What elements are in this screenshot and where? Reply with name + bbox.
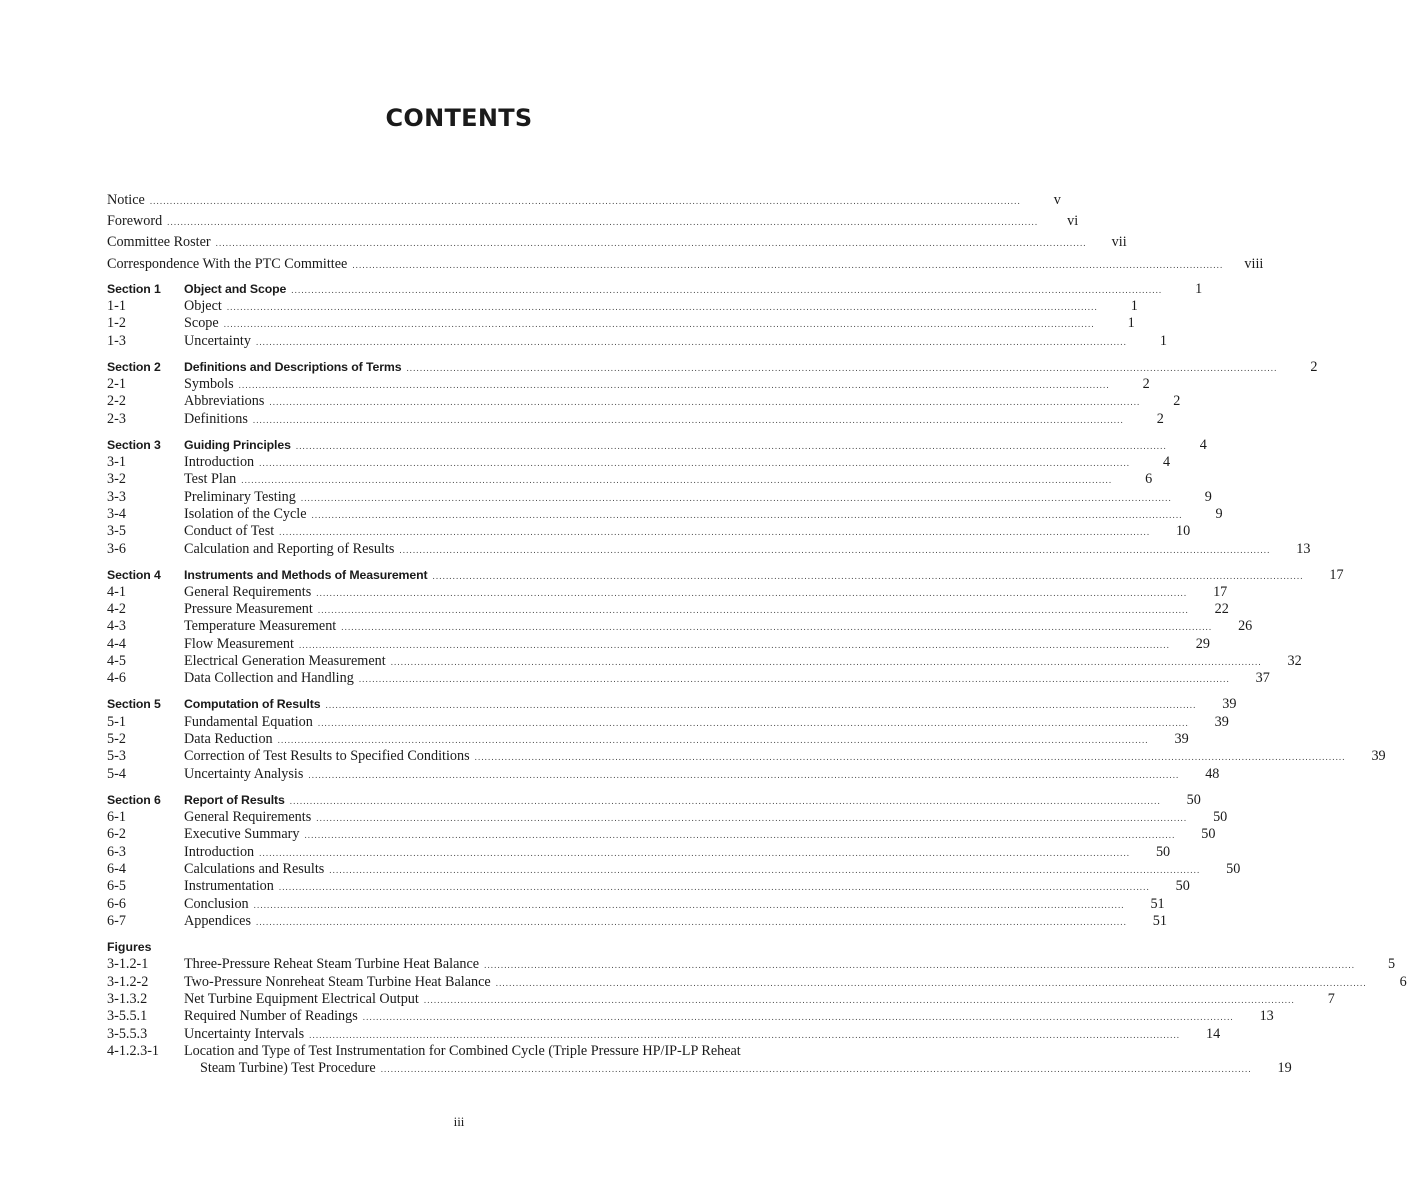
- page-ref: vii: [1111, 234, 1127, 251]
- page-ref: viii: [1244, 255, 1264, 272]
- entry-title: Two-Pressure Nonreheat Steam Turbine Heat Balance: [184, 973, 491, 990]
- dot-leader: ....................................................................................................................................................................................................................................................................: [295, 440, 1167, 451]
- entry-number: 6-3: [107, 843, 126, 860]
- entry-title: Symbols: [184, 376, 234, 393]
- page-ref: 50: [1213, 809, 1228, 826]
- entry-number: 5-3: [107, 748, 126, 765]
- dot-leader: ....................................................................................................................................................................................................................................................................: [289, 795, 1161, 806]
- dot-leader: ....................................................................................................................................................................................................................................................................: [298, 639, 1170, 650]
- page-ref: v: [1053, 192, 1061, 208]
- dot-leader: ....................................................................................................................................................................................................................................................................: [325, 700, 1197, 711]
- entry-title: General Requirements: [184, 809, 312, 826]
- entry-title: Introduction: [184, 454, 255, 471]
- toc-entry[interactable]: [107, 878, 1190, 895]
- page-ref: 50: [1186, 791, 1201, 808]
- dot-leader: ....................................................................................................................................................................................................................................................................: [423, 995, 1295, 1006]
- front-matter-entry[interactable]: [107, 254, 1264, 275]
- toc-entry[interactable]: [107, 505, 1223, 523]
- page-ref: 4: [1199, 436, 1207, 453]
- dot-leader: ....................................................................................................................................................................................................................................................................: [259, 847, 1131, 858]
- toc-entry[interactable]: [107, 765, 1220, 783]
- dot-leader: ....................................................................................................................................................................................................................................................................: [238, 380, 1110, 391]
- entry-title: Computation of Results: [184, 697, 321, 712]
- toc-entry[interactable]: [107, 653, 1302, 670]
- dot-leader: ....................................................................................................................................................................................................................................................................: [341, 622, 1213, 633]
- dot-leader: ....................................................................................................................................................................................................................................................................: [380, 1064, 1252, 1075]
- toc-entry[interactable]: [107, 912, 1167, 930]
- page-number: iii: [453, 1114, 465, 1129]
- page-ref: vi: [1067, 213, 1079, 230]
- entry-title: Conduct of Test: [184, 523, 275, 540]
- dot-leader: ....................................................................................................................................................................................................................................................................: [362, 1012, 1234, 1023]
- front-matter-entry[interactable]: [107, 190, 1061, 211]
- table-of-contents: [107, 190, 1407, 1078]
- entry-title: Executive Summary: [184, 826, 300, 843]
- page-ref: 50: [1155, 843, 1171, 860]
- page-ref: 51: [1150, 895, 1165, 912]
- entry-title: General Requirements: [184, 583, 312, 600]
- entry-title: Required Number of Readings: [184, 1008, 358, 1025]
- entry-number: 1-1: [107, 298, 126, 315]
- page-ref: 7: [1327, 991, 1335, 1008]
- entry-number: 6-5: [107, 878, 126, 895]
- toc-entry[interactable]: [107, 635, 1210, 653]
- entry-title: Definitions and Descriptions of Terms: [184, 359, 402, 374]
- dot-leader: ....................................................................................................................................................................................................................................................................: [167, 217, 1039, 228]
- dot-leader: ....................................................................................................................................................................................................................................................................: [253, 899, 1125, 910]
- dot-leader: ....................................................................................................................................................................................................................................................................: [291, 284, 1163, 295]
- section-heading[interactable]: [107, 791, 1201, 809]
- entry-number: 2-1: [107, 376, 126, 393]
- dot-leader: ....................................................................................................................................................................................................................................................................: [215, 238, 1087, 249]
- dot-leader: ....................................................................................................................................................................................................................................................................: [316, 587, 1188, 598]
- entry-number: 3-3: [107, 488, 126, 505]
- entry-title: Instrumentation: [184, 878, 274, 895]
- dot-leader: ....................................................................................................................................................................................................................................................................: [300, 492, 1172, 503]
- toc-entry[interactable]: [107, 410, 1164, 428]
- dot-leader: ....................................................................................................................................................................................................................................................................: [278, 882, 1150, 893]
- entry-title: Abbreviations: [184, 393, 265, 410]
- entry-number: Section 6: [107, 792, 161, 807]
- entry-number: 3-1.2-2: [107, 973, 149, 990]
- entry-title: Three-Pressure Reheat Steam Turbine Heat Balance: [184, 956, 480, 973]
- entry-title: Fundamental Equation: [184, 713, 313, 730]
- page-ref: 6: [1145, 471, 1153, 488]
- page-ref: 26: [1238, 618, 1253, 635]
- section-group: [107, 280, 1203, 350]
- dot-leader: ....................................................................................................................................................................................................................................................................: [309, 1029, 1181, 1040]
- page-ref: 14: [1205, 1025, 1221, 1042]
- page-ref: 2: [1142, 376, 1150, 393]
- page-ref: 13: [1296, 540, 1311, 557]
- section-group: [107, 791, 1241, 930]
- toc-entry[interactable]: [107, 748, 1386, 765]
- toc-entry[interactable]: [107, 713, 1229, 731]
- toc-entry[interactable]: [107, 523, 1191, 540]
- toc-entry[interactable]: [107, 826, 1216, 843]
- section-heading[interactable]: [107, 280, 1203, 298]
- entry-title: Uncertainty Intervals: [184, 1025, 305, 1042]
- dot-leader: ....................................................................................................................................................................................................................................................................: [304, 830, 1176, 841]
- dot-leader: ....................................................................................................................................................................................................................................................................: [399, 544, 1271, 555]
- entry-number: 4-4: [107, 635, 126, 652]
- section-group: [107, 358, 1318, 428]
- entry-number: Section 4: [107, 567, 161, 582]
- entry-title: Correction of Test Results to Specified Conditions: [184, 748, 470, 765]
- section-group: [107, 696, 1386, 782]
- entry-number: 3-5: [107, 523, 126, 540]
- dot-leader: ....................................................................................................................................................................................................................................................................: [252, 414, 1124, 425]
- toc-entry[interactable]: [107, 731, 1189, 748]
- toc-entry[interactable]: [107, 471, 1153, 488]
- figure-entry[interactable]: [107, 991, 1335, 1008]
- toc-entry[interactable]: [107, 809, 1228, 826]
- dot-leader: ....................................................................................................................................................................................................................................................................: [495, 977, 1367, 988]
- toc-entry[interactable]: [107, 393, 1181, 410]
- page-ref: 29: [1195, 635, 1210, 652]
- dot-leader: ....................................................................................................................................................................................................................................................................: [279, 527, 1151, 538]
- page-ref: 39: [1214, 713, 1229, 730]
- dot-leader: ....................................................................................................................................................................................................................................................................: [311, 509, 1183, 520]
- toc-entry[interactable]: [107, 895, 1165, 913]
- entry-number: 1-3: [107, 332, 126, 349]
- dot-leader: ....................................................................................................................................................................................................................................................................: [241, 475, 1113, 486]
- entry-title: Temperature Measurement: [184, 618, 337, 635]
- toc-entry[interactable]: [107, 488, 1212, 506]
- page-ref: 9: [1204, 488, 1212, 505]
- toc-entry[interactable]: [107, 618, 1253, 635]
- entry-title: Electrical Generation Measurement: [184, 653, 386, 670]
- entry-title: Calculation and Reporting of Results: [184, 540, 395, 557]
- entry-title: Scope: [184, 315, 219, 332]
- page-ref: 4: [1163, 454, 1171, 471]
- page-ref: 13: [1259, 1008, 1274, 1025]
- dot-leader: ....................................................................................................................................................................................................................................................................: [432, 570, 1304, 581]
- section-group: [107, 436, 1311, 558]
- entry-title: Appendices: [184, 912, 251, 929]
- figure-entry-continued[interactable]: [107, 1060, 1292, 1077]
- figure-title-line2: Steam Turbine) Test Procedure: [200, 1060, 376, 1077]
- entry-number: 2-3: [107, 410, 126, 427]
- sections-list: [107, 280, 1386, 930]
- dot-leader: ....................................................................................................................................................................................................................................................................: [255, 916, 1127, 927]
- entry-number: 4-6: [107, 670, 126, 687]
- entry-title: Data Reduction: [184, 731, 273, 748]
- page-ref: 9: [1215, 505, 1223, 522]
- dot-leader: ....................................................................................................................................................................................................................................................................: [223, 319, 1095, 330]
- entry-number: 5-4: [107, 765, 126, 782]
- page-ref: 2: [1156, 410, 1164, 427]
- entry-number: 6-4: [107, 860, 126, 877]
- entry-title: Calculations and Results: [184, 860, 325, 877]
- entry-number: 1-2: [107, 315, 126, 332]
- front-matter-entry[interactable]: [107, 211, 1079, 232]
- dot-leader: ....................................................................................................................................................................................................................................................................: [390, 657, 1262, 668]
- entry-title: Object: [184, 298, 222, 315]
- entry-number: 6-6: [107, 895, 126, 912]
- dot-leader: ....................................................................................................................................................................................................................................................................: [329, 864, 1201, 875]
- page-ref: 17: [1213, 583, 1228, 600]
- page-ref: 1: [1130, 298, 1138, 315]
- page-ref: 39: [1174, 731, 1189, 748]
- dot-leader: ....................................................................................................................................................................................................................................................................: [358, 674, 1230, 685]
- entry-title: Pressure Measurement: [184, 601, 313, 618]
- toc-entry[interactable]: [107, 454, 1171, 471]
- entry-number: 4-5: [107, 653, 126, 670]
- entry-title: Foreword: [107, 213, 163, 230]
- toc-entry[interactable]: [107, 315, 1135, 332]
- page-ref: 39: [1371, 748, 1386, 765]
- page-ref: 19: [1277, 1060, 1292, 1077]
- entry-title: Correspondence With the PTC Committee: [107, 255, 348, 272]
- page-ref: 50: [1201, 826, 1216, 843]
- dot-leader: ....................................................................................................................................................................................................................................................................: [277, 735, 1149, 746]
- entry-number: 4-2: [107, 601, 126, 618]
- page-ref: 51: [1152, 912, 1167, 929]
- toc-entry[interactable]: [107, 601, 1229, 618]
- entry-number: 3-2: [107, 471, 126, 488]
- entry-title: Preliminary Testing: [184, 488, 296, 505]
- dot-leader: ....................................................................................................................................................................................................................................................................: [259, 458, 1131, 469]
- entry-number: 3-5.5.3: [107, 1025, 148, 1042]
- page-ref: 1: [1159, 332, 1167, 349]
- figures-heading: Figures: [107, 940, 152, 955]
- dot-leader: ....................................................................................................................................................................................................................................................................: [316, 813, 1188, 824]
- entry-title: Data Collection and Handling: [184, 670, 354, 687]
- page-ref: 48: [1205, 765, 1220, 782]
- entry-title: Net Turbine Equipment Electrical Output: [184, 991, 419, 1008]
- page-ref: 2: [1310, 358, 1318, 375]
- entry-number: 3-4: [107, 505, 126, 522]
- entry-number: 5-2: [107, 731, 126, 748]
- entry-title: Notice: [107, 192, 145, 208]
- entry-title: Committee Roster: [107, 234, 211, 251]
- page-ref: 32: [1287, 653, 1302, 670]
- entry-number: 3-1: [107, 454, 126, 471]
- toc-entry[interactable]: [107, 540, 1311, 558]
- page-ref: 37: [1255, 670, 1270, 687]
- page-ref: 1: [1195, 280, 1203, 297]
- entry-number: 3-1.3.2: [107, 991, 148, 1008]
- page-ref: 2: [1173, 393, 1181, 410]
- section-heading[interactable]: [107, 696, 1237, 713]
- section-heading[interactable]: [107, 358, 1318, 376]
- section-group: [107, 566, 1344, 688]
- figure-title-line1: Location and Type of Test Instrumentation for Combined Cycle (Triple Pressure HP/IP-LP Reheat: [184, 1042, 741, 1059]
- figure-entry[interactable]: [107, 973, 1407, 991]
- dot-leader: ....................................................................................................................................................................................................................................................................: [149, 196, 1021, 206]
- dot-leader: ....................................................................................................................................................................................................................................................................: [269, 397, 1141, 408]
- entry-title: Definitions: [184, 410, 248, 427]
- entry-number: 6-1: [107, 809, 126, 826]
- dot-leader: ....................................................................................................................................................................................................................................................................: [474, 752, 1346, 763]
- section-heading[interactable]: [107, 436, 1207, 454]
- entry-title: Conclusion: [184, 895, 249, 912]
- figures-list: [107, 956, 1407, 1042]
- entry-title: Instruments and Methods of Measurement: [184, 567, 428, 582]
- entry-title: Object and Scope: [184, 281, 287, 296]
- figure-number: 4-1.2.3-1: [107, 1042, 160, 1059]
- entry-title: Flow Measurement: [184, 635, 294, 652]
- entry-number: 6-2: [107, 826, 126, 843]
- page-ref: 10: [1175, 523, 1191, 540]
- entry-number: 2-2: [107, 393, 126, 410]
- entry-number: 5-1: [107, 713, 126, 730]
- entry-number: Section 1: [107, 281, 161, 296]
- front-matter-entry[interactable]: [107, 232, 1127, 253]
- entry-number: 3-5.5.1: [107, 1008, 148, 1025]
- page-title: CONTENTS: [385, 104, 533, 132]
- page-ref: 1: [1127, 315, 1135, 332]
- entry-number: Section 2: [107, 359, 161, 374]
- entry-title: Uncertainty Analysis: [184, 765, 304, 782]
- toc-entry[interactable]: [107, 843, 1171, 861]
- toc-entry[interactable]: [107, 860, 1241, 878]
- page-ref: 17: [1329, 566, 1344, 583]
- dot-leader: ....................................................................................................................................................................................................................................................................: [308, 769, 1180, 780]
- figure-entry[interactable]: [107, 1043, 838, 1060]
- figure-entry[interactable]: [107, 1008, 1274, 1025]
- dot-leader: ....................................................................................................................................................................................................................................................................: [255, 336, 1127, 347]
- toc-entry[interactable]: [107, 298, 1138, 315]
- toc-entry[interactable]: [107, 670, 1270, 687]
- figure-entry[interactable]: [107, 1025, 1221, 1043]
- entry-title: Uncertainty: [184, 332, 251, 349]
- page-ref: 5: [1388, 956, 1396, 973]
- entry-title: Report of Results: [184, 792, 285, 807]
- entry-title: Guiding Principles: [184, 437, 291, 452]
- entry-number: 4-3: [107, 618, 126, 635]
- dot-leader: ....................................................................................................................................................................................................................................................................: [317, 717, 1189, 728]
- entry-title: Test Plan: [184, 471, 237, 488]
- page-ref: 39: [1222, 696, 1237, 713]
- page-ref: 22: [1214, 601, 1229, 618]
- entry-number: 3-6: [107, 540, 126, 557]
- section-heading[interactable]: [107, 566, 1344, 584]
- toc-entry[interactable]: [107, 332, 1167, 350]
- dot-leader: ....................................................................................................................................................................................................................................................................: [406, 362, 1278, 373]
- figure-entry[interactable]: [107, 956, 1396, 973]
- page-ref: 6: [1399, 973, 1407, 990]
- entry-number: Section 3: [107, 437, 161, 452]
- dot-leader: ....................................................................................................................................................................................................................................................................: [484, 960, 1356, 971]
- dot-leader: ....................................................................................................................................................................................................................................................................: [317, 605, 1189, 616]
- page-ref: 50: [1175, 878, 1190, 895]
- page-ref: 50: [1226, 860, 1241, 877]
- entry-number: Section 5: [107, 697, 161, 712]
- toc-entry[interactable]: [107, 376, 1150, 393]
- front-matter-list: [107, 190, 1264, 275]
- entry-number: 4-1: [107, 583, 126, 600]
- entry-title: Introduction: [184, 843, 255, 860]
- entry-number: 6-7: [107, 912, 126, 929]
- toc-entry[interactable]: [107, 583, 1228, 601]
- entry-title: Isolation of the Cycle: [184, 505, 307, 522]
- dot-leader: ....................................................................................................................................................................................................................................................................: [226, 302, 1098, 313]
- dot-leader: ....................................................................................................................................................................................................................................................................: [352, 259, 1224, 270]
- entry-number: 3-1.2-1: [107, 956, 149, 973]
